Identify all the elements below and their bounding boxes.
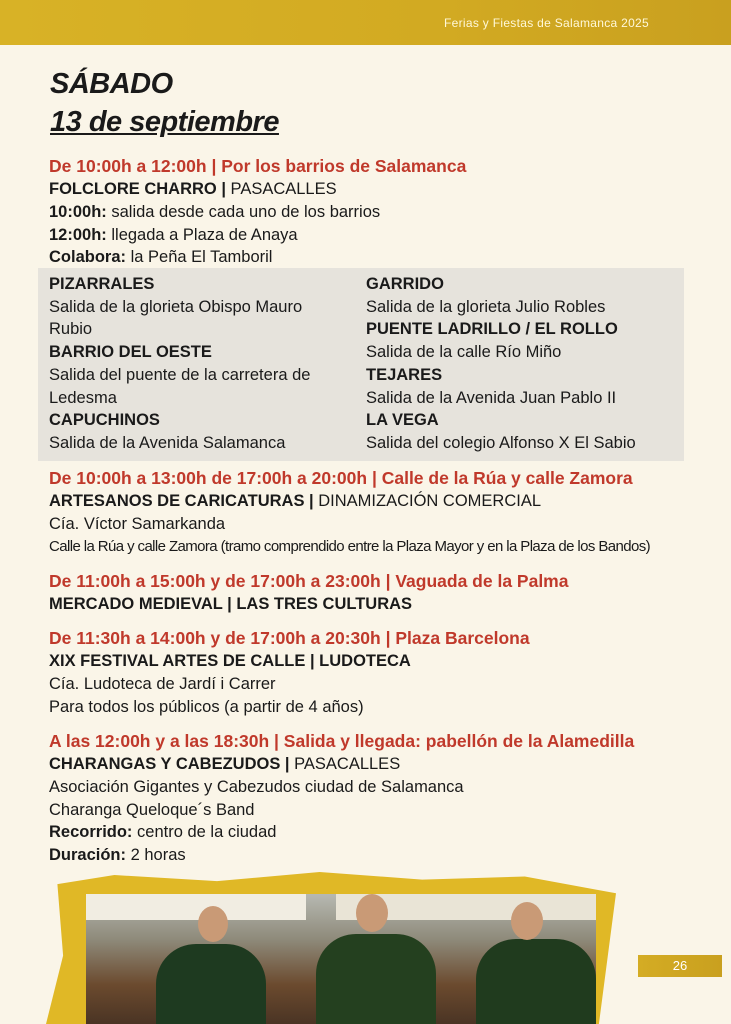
barrio-name: CAPUCHINOS [49, 411, 160, 430]
barrio-name: GARRIDO [366, 275, 444, 293]
person-head [511, 902, 543, 940]
event1-line1 [49, 201, 380, 223]
date-heading: 13 de septiembre [50, 106, 279, 138]
header-bar [0, 0, 731, 45]
barrio-place: Salida del colegio Alfonso X El Sabio [366, 433, 636, 452]
barrios-right-column [366, 273, 676, 455]
barrios-left-column [49, 273, 339, 455]
event4-audience: Para todos los públicos (a partir de 4 años) [49, 698, 364, 716]
event5-duration-label: Duración: [49, 846, 127, 864]
header-title: Ferias y Fiestas de Salamanca 2025 [444, 16, 649, 30]
costumed-person [476, 939, 596, 1024]
barrio-place: Salida del puente de la carretera de Ledesma [49, 365, 311, 407]
event1-l3-label: Colabora: [49, 248, 127, 266]
event2-title-name: ARTESANOS DE CARICATURAS | [49, 492, 314, 510]
event2-location: Calle la Rúa y calle Zamora (tramo comprendido entre la Plaza Mayor y en la Plaza de los Bandos) [49, 538, 651, 555]
event5-title-name: CHARANGAS Y CABEZUDOS | [49, 755, 290, 773]
barrio-place: Salida de la glorieta Obispo Mauro Rubio [49, 297, 303, 339]
event1-l2-text: llegada a Plaza de Anaya [106, 226, 298, 244]
costumed-person [316, 934, 436, 1024]
festival-photo-frame [46, 872, 616, 1024]
person-head [198, 906, 228, 942]
day-heading: SÁBADO [50, 68, 173, 100]
event5-duration-text: 2 horas [126, 846, 186, 864]
event5-org1: Asociación Gigantes y Cabezudos ciudad de Salamanca [49, 778, 464, 796]
event5-route [49, 821, 276, 843]
barrios-box [38, 268, 684, 461]
event5-duration [49, 844, 186, 866]
barrio-place: Salida de la calle Río Miño [366, 343, 562, 362]
costumed-person [156, 944, 266, 1024]
event5-org2: Charanga Queloque´s Band [49, 801, 255, 819]
barrio-place: Salida de la glorieta Julio Robles [366, 297, 606, 316]
event1-l2-label: 12:00h: [49, 226, 107, 244]
event4-time: De 11:30h a 14:00h y de 17:00h a 20:30h | Plaza Barcelona [49, 628, 530, 648]
event4-title: XIX FESTIVAL ARTES DE CALLE | LUDOTECA [49, 652, 411, 670]
event1-l1-text: salida desde cada uno de los barrios [106, 203, 381, 221]
event1-l3-text: la Peña El Tamboril [126, 248, 273, 266]
barrio-name: TEJARES [366, 365, 443, 384]
event1-title-type: PASACALLES [225, 180, 337, 198]
barrio-place: Salida de la Avenida Salamanca [49, 433, 286, 452]
barrio-name: LA VEGA [366, 411, 439, 430]
market-tent [86, 894, 306, 920]
event1-l1-label: 10:00h: [49, 203, 107, 221]
barrio-name: PIZARRALES [49, 275, 155, 293]
event2-time: De 10:00h a 13:00h de 17:00h a 20:00h | Calle de la Rúa y calle Zamora [49, 468, 633, 488]
event1-title-name: FOLCLORE CHARRO | [49, 180, 226, 198]
event3-time: De 11:00h a 15:00h y de 17:00h a 23:00h | Vaguada de la Palma [49, 571, 569, 591]
event4-company: Cía. Ludoteca de Jardí i Carrer [49, 675, 276, 693]
event5-route-text: centro de la ciudad [132, 823, 277, 841]
barrio-place: Salida de la Avenida Juan Pablo II [366, 388, 617, 407]
event2-title [49, 490, 541, 512]
barrio-name: PUENTE LADRILLO / EL ROLLO [366, 320, 618, 339]
person-head [356, 894, 388, 932]
event2-company: Cía. Víctor Samarkanda [49, 515, 226, 533]
event2-title-type: DINAMIZACIÓN COMERCIAL [313, 492, 542, 510]
page-number: 26 [638, 955, 722, 977]
event5-route-label: Recorrido: [49, 823, 133, 841]
festival-photo [86, 894, 596, 1024]
event5-title [49, 753, 400, 775]
event1-line3 [49, 246, 272, 268]
event5-time: A las 12:00h y a las 18:30h | Salida y llegada: pabellón de la Alamedilla [49, 731, 635, 751]
event1-line2 [49, 224, 298, 246]
event1-title [49, 178, 337, 200]
event1-time: De 10:00h a 12:00h | Por los barrios de Salamanca [49, 156, 467, 176]
event3-title: MERCADO MEDIEVAL | LAS TRES CULTURAS [49, 595, 413, 613]
barrio-name: BARRIO DEL OESTE [49, 343, 212, 362]
event5-title-type: PASACALLES [289, 755, 401, 773]
